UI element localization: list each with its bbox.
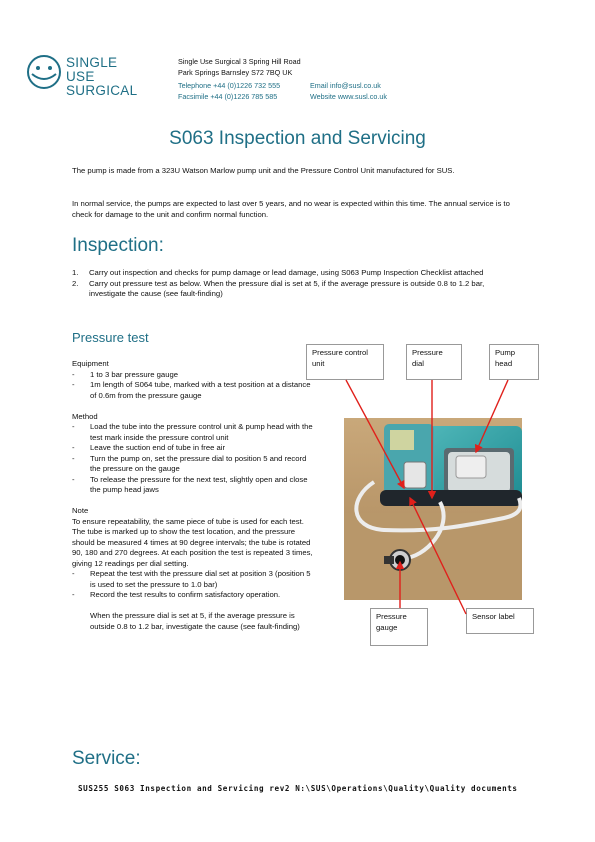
item-text: Turn the pump on, set the pressure dial to position 5 and record the pressure on the gauge <box>90 453 307 473</box>
arrow-pressure-control-unit <box>346 380 404 488</box>
intro-paragraph-1: The pump is made from a 323U Watson Marlow pump unit and the Pressure Control Unit manufactured for SUS. <box>72 166 455 175</box>
callout-pump-head: Pump head <box>489 344 539 380</box>
callout-sensor-label: Sensor label <box>466 608 534 634</box>
intro-paragraph-2: In normal service, the pumps are expected to last over 5 years, and no wear is expected within this time. The annual service is to check for damage to the unit and confirm normal function. <box>72 199 510 219</box>
callout-pressure-gauge: Pressure gauge <box>370 608 428 646</box>
list-item: - Turn the pump on, set the pressure dial to position 5 and record the pressure on the gauge <box>72 453 307 473</box>
list-item: - Record the test results to confirm satisfactory operation. <box>72 590 281 599</box>
list-item: - 1m length of S064 tube, marked with a test position at a distance of 0.6m from the pressure gauge <box>72 380 311 400</box>
address-line-2: Park Springs Barnsley S72 7BQ UK <box>178 67 293 77</box>
note-text: To ensure repeatability, the same piece of tube is used for each test. The tube is marked up to show the test location, and the pressure should be measured 4 times at 90 degree intervals; the tube is rotated 90, 180 and 270 degrees. At each position the test is repeated 3 times, giving 12 readings per dial setting. <box>72 516 313 568</box>
document-footer: SUS255 S063 Inspection and Servicing rev2 N:\SUS\Operations\Quality\Quality documents <box>78 784 518 793</box>
logo-line-2: USE <box>66 69 95 84</box>
item-number: 2. <box>72 278 79 288</box>
item-text: Record the test results to confirm satisfactory operation. <box>90 590 281 599</box>
telephone: Telephone +44 (0)1226 732 555 <box>178 81 281 90</box>
arrow-sensor-label <box>410 498 466 614</box>
pressure-test-heading: Pressure test <box>72 330 149 345</box>
service-heading: Service: <box>72 748 141 769</box>
callout-pressure-dial: Pressure dial <box>406 344 462 380</box>
item-text: 1m length of S064 tube, marked with a test position at a distance of 0.6m from the pressure gauge <box>90 380 311 400</box>
item-text: 1 to 3 bar pressure gauge <box>90 369 179 379</box>
item-text: Carry out inspection and checks for pump damage or lead damage, using S063 Pump Inspection Checklist attached <box>89 268 484 277</box>
facsimile: Facsimile +44 (0)1226 785 585 <box>178 91 278 101</box>
list-item: - To release the pressure for the next test, slightly open and close the pump head jaws <box>72 474 308 494</box>
email: Email info@susl.co.uk <box>310 81 381 90</box>
list-item: - Load the tube into the pressure control unit & pump head with the test mark inside the pressure control unit <box>72 422 313 442</box>
item-text: Load the tube into the pressure control unit & pump head with the test mark inside the pressure control unit <box>90 422 313 442</box>
callout-pressure-control-unit: Pressure control unit <box>306 344 384 380</box>
list-item: - Repeat the test with the pressure dial set at position 3 (position 5 is used to set the pressure to 1.0 bar) <box>72 569 311 589</box>
logo-line-3: SURGICAL <box>66 83 138 98</box>
item-text: Repeat the test with the pressure dial set at position 3 (position 5 is used to set the pressure to 1.0 bar) <box>90 569 311 589</box>
equipment-label: Equipment <box>72 359 109 368</box>
inspection-heading: Inspection: <box>72 235 164 256</box>
list-item: - Leave the suction end of tube in free air <box>72 443 226 452</box>
logo-line-1: SINGLE <box>66 55 118 70</box>
list-item: - 1 to 3 bar pressure gauge <box>72 369 179 379</box>
address-line-1: Single Use Surgical 3 Spring Hill Road <box>178 57 301 66</box>
item-text: Carry out pressure test as below. When the pressure dial is set at 5, if the average pressure is outside 0.8 to 1.2 bar, investigate the cause (see fault-finding) <box>89 278 485 298</box>
website: Website www.susl.co.uk <box>310 91 387 101</box>
arrow-pump-head <box>476 380 508 452</box>
note-label: Note <box>72 506 89 515</box>
item-number: 1. <box>72 268 79 277</box>
closing-text: When the pressure dial is set at 5, if the average pressure is outside 0.8 to 1.2 bar, investigate the cause (see fault-finding) <box>90 611 300 631</box>
item-text: To release the pressure for the next test, slightly open and close the pump head jaws <box>90 474 308 494</box>
method-label: Method <box>72 411 98 421</box>
document-title: S063 Inspection and Servicing <box>169 128 426 149</box>
item-text: Leave the suction end of tube in free air <box>90 443 226 452</box>
